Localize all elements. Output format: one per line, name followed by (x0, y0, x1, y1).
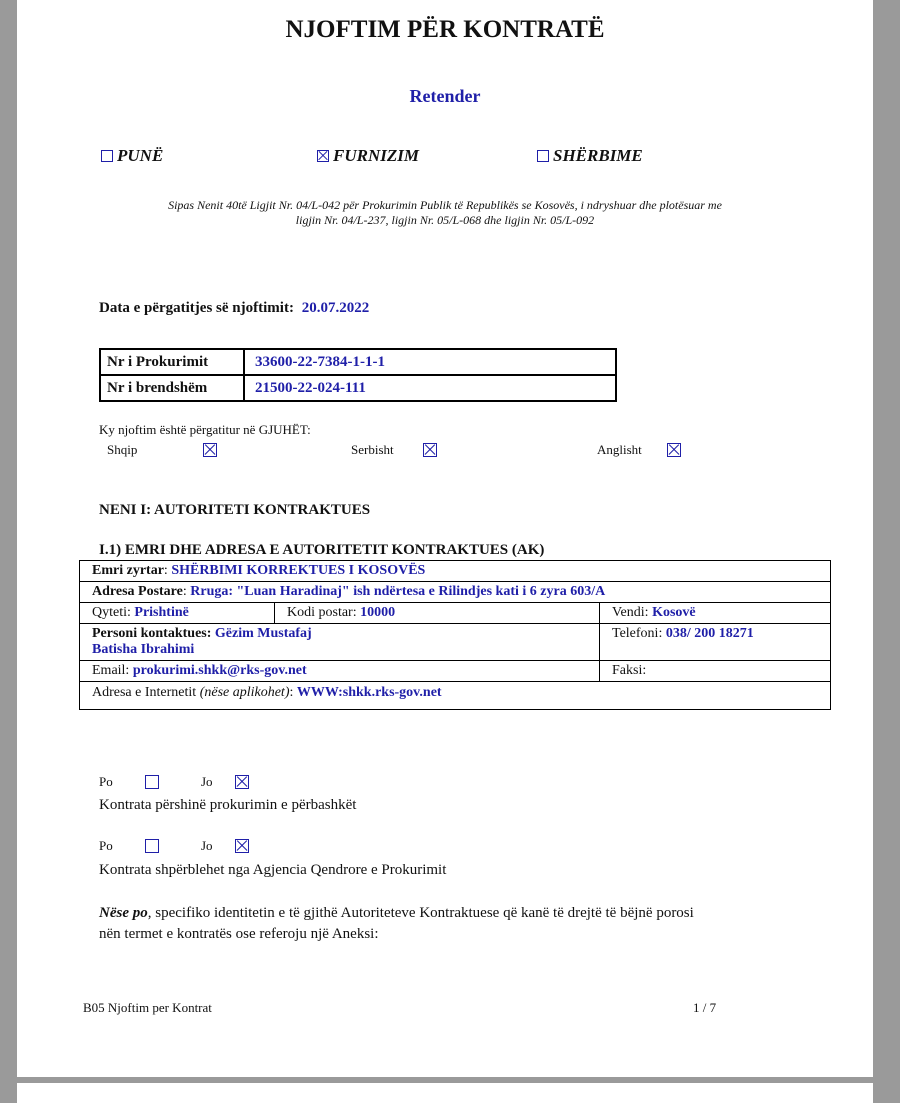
q1-no-checkbox[interactable] (235, 774, 253, 792)
checkbox-checked-icon[interactable] (317, 150, 329, 162)
table-row (80, 582, 831, 603)
checkbox-checked-icon[interactable] (667, 443, 681, 457)
category-sherbime: SHËRBIME (537, 146, 643, 166)
table-row (100, 349, 616, 375)
postal-address-cell: Adresa Postare: Rruga: "Luan Haradinaj" ish ndërtesa e Rilindjes kati i 6 zyra 603/A (80, 582, 831, 603)
phone-cell: Telefoni: 038/ 200 18271 (600, 624, 831, 661)
city-cell: Qyteti: Prishtinë (80, 603, 275, 624)
postcode-cell: Kodi postar: 10000 (275, 603, 600, 624)
note-line-2: nën termet e kontratës ose referoju një Aneksi: (99, 926, 379, 942)
q2-no-label: Jo (201, 838, 213, 853)
q2-no-checkbox[interactable] (235, 838, 253, 856)
checkbox-icon[interactable] (145, 775, 159, 789)
table-row (80, 603, 831, 624)
q1-yes-label: Po (99, 774, 113, 789)
footer-form-code: B05 Njoftim per Kontrat (83, 1000, 212, 1015)
checkbox-checked-icon[interactable] (423, 443, 437, 457)
document-page (17, 0, 873, 1077)
category-pune: PUNË (101, 146, 163, 166)
language-serbisht-checkbox[interactable] (423, 442, 441, 458)
table-row (80, 624, 831, 661)
legal-basis: Sipas Nenit 40të Ligjit Nr. 04/L-042 për Prokurimin Publik të Republikës se Kosovës, i ndryshuar dhe plotësuar me ligjin Nr. 04/L-237, ligjin Nr. 05/L-068 dhe ligjin Nr. 05/L-092 (168, 198, 722, 227)
language-serbisht-label: Serbisht (351, 442, 394, 457)
internal-number-value: 21500-22-024-111 (244, 375, 616, 401)
table-row (80, 561, 831, 582)
q2-text: Kontrata shpërblehet nga Agjencia Qendrore e Prokurimit (99, 862, 447, 878)
checkbox-icon[interactable] (145, 839, 159, 853)
email-cell: Email: prokurimi.shkk@rks-gov.net (80, 661, 600, 682)
preparation-date: Data e përgatitjes së njoftimit: 20.07.2022 (99, 300, 370, 316)
fax-cell: Faksi: (600, 661, 831, 682)
procurement-number-value: 33600-22-7384-1-1-1 (244, 349, 616, 375)
table-row (80, 682, 831, 710)
category-furnizim: FURNIZIM (317, 146, 419, 166)
note-line-1: Nëse po, specifiko identitetin e të gjithë Autoriteteve Kontraktuese që kanë të drejtë të bëjnë porosi (99, 905, 694, 921)
q1-text: Kontrata përshinë prokurimin e përbashkët (99, 797, 357, 813)
q1-no-label: Jo (201, 774, 213, 789)
web-address-cell: Adresa e Internetit (nëse aplikohet): WWW:shkk.rks-gov.net (80, 682, 831, 710)
procurement-number-table (99, 348, 617, 402)
country-cell: Vendi: Kosovë (600, 603, 831, 624)
checkbox-checked-icon[interactable] (203, 443, 217, 457)
q2-yes-checkbox[interactable] (145, 838, 163, 856)
languages-intro: Ky njoftim është përgatitur në GJUHËT: (99, 422, 311, 437)
contact-person-cell: Personi kontaktues: Gëzim Mustafaj Batisha Ibrahimi (80, 624, 600, 661)
language-anglisht-checkbox[interactable] (667, 442, 685, 458)
procurement-number-label: Nr i Prokurimit (100, 349, 244, 375)
language-anglisht-label: Anglisht (597, 442, 642, 457)
checkbox-icon[interactable] (537, 150, 549, 162)
table-row (100, 375, 616, 401)
section-title: NENI I: AUTORITETI KONTRAKTUES (99, 502, 371, 518)
q2-yes-label: Po (99, 838, 113, 853)
checkbox-icon[interactable] (101, 150, 113, 162)
official-name-cell: Emri zyrtar: SHËRBIMI KORREKTUES I KOSOVËS (80, 561, 831, 582)
footer-page-number: 1 / 7 (693, 1000, 717, 1015)
internal-number-label: Nr i brendshëm (100, 375, 244, 401)
document-subtitle: Retender (409, 86, 481, 106)
language-shqip-checkbox[interactable] (203, 442, 221, 458)
q1-yes-checkbox[interactable] (145, 774, 163, 792)
document-title: NJOFTIM PËR KONTRATË (285, 16, 605, 43)
table-row (80, 661, 831, 682)
next-page-edge (17, 1083, 873, 1103)
checkbox-checked-icon[interactable] (235, 775, 249, 789)
subsection-title: I.1) EMRI DHE ADRESA E AUTORITETIT KONTRAKTUES (AK) (99, 542, 545, 558)
language-shqip-label: Shqip (107, 442, 138, 457)
contracting-authority-table (79, 560, 831, 710)
checkbox-checked-icon[interactable] (235, 839, 249, 853)
